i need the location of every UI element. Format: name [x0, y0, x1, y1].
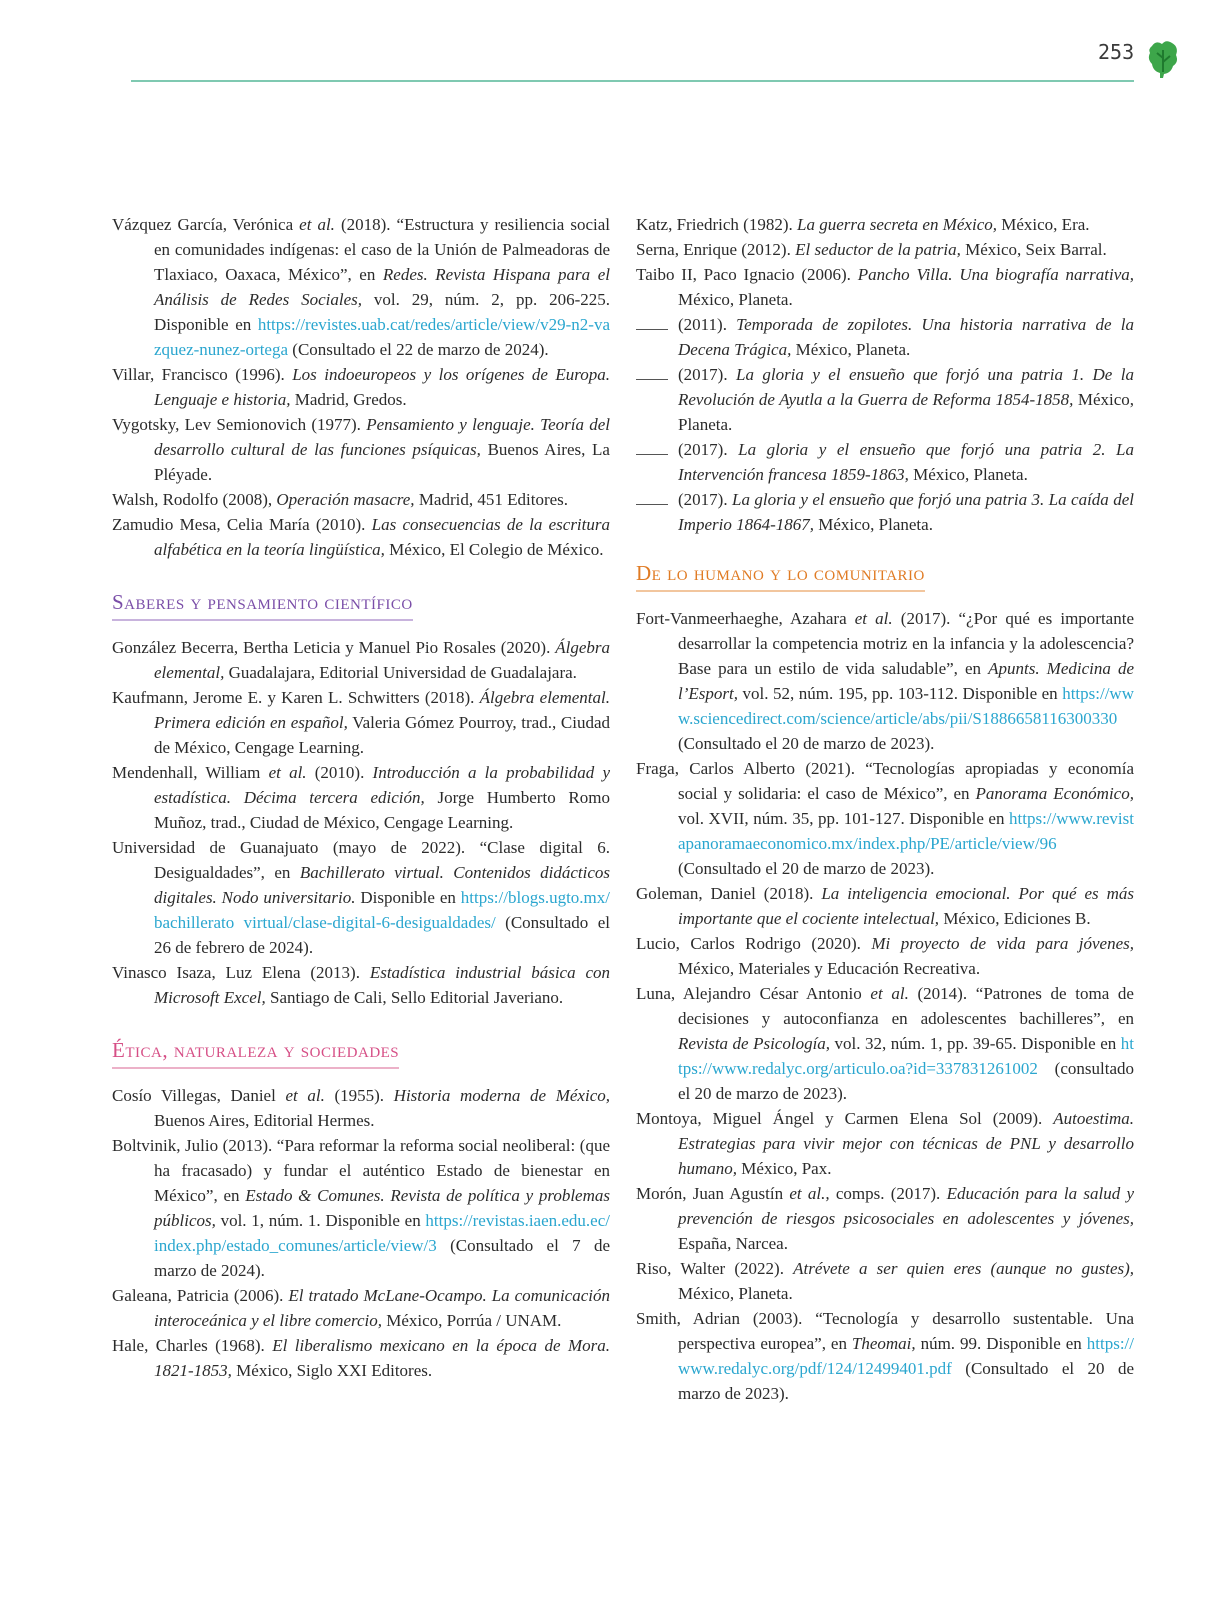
repeat-author-dash [636, 454, 668, 455]
right-column [636, 212, 1134, 1406]
header-rule [131, 80, 1134, 82]
repeat-author-dash [636, 504, 668, 505]
section-heading-etica: Ética, naturaleza y sociedades [112, 1038, 399, 1069]
reference-entry: Walsh, Rodolfo (2008), Operación masacre, Madrid, 451 Editores. [112, 490, 569, 509]
green-leaf-logo-icon [1146, 38, 1180, 78]
reference-entry: Goleman, Daniel (2018). La inteligencia emocional. Por qué es más importante que el cociente intelectual, México, Ediciones B. [636, 884, 1134, 928]
reference-entry-repeat-author: (2017). La gloria y el ensueño que forjó una patria 2. La Intervención francesa 1859-1863, México, Planeta. [636, 437, 1134, 487]
reference-entry: Montoya, Miguel Ángel y Carmen Elena Sol (2009). Autoestima. Estrategias para vivir mejor con técnicas de PNL y desarrollo humano, México, Pax. [636, 1109, 1134, 1178]
reference-link[interactable]: https://www.redalyc.org/pdf/124/12499401.pdf [678, 1334, 1134, 1378]
reference-entry: Galeana, Patricia (2006). El tratado McLane-Ocampo. La comunicación interoceánica y el libre comercio, México, Porrúa / UNAM. [112, 1286, 610, 1330]
reference-entry: Cosío Villegas, Daniel et al. (1955). Historia moderna de México, Buenos Aires, Editorial Hermes. [112, 1086, 610, 1130]
reference-entry: Mendenhall, William et al. (2010). Introducción a la probabilidad y estadística. Décima tercera edición, Jorge Humberto Romo Muñoz, trad., Ciudad de México, Cengage Learning. [112, 763, 610, 832]
reference-link[interactable]: https://blogs.ugto.mx/bachillerato virtual/clase-digital-6-desigualdades/ [154, 888, 610, 932]
reference-link[interactable]: https://revistes.uab.cat/redes/article/view/v29-n2-vazquez-nunez-ortega [154, 315, 610, 359]
reference-entry: Kaufmann, Jerome E. y Karen L. Schwitters (2018). Álgebra elemental. Primera edición en español, Valeria Gómez Pourroy, trad., Ciudad de México, Cengage Learning. [112, 688, 610, 757]
reference-entry: Universidad de Guanajuato (mayo de 2022). “Clase digital 6. Desigualdades”, en Bachillerato virtual. Contenidos didácticos digitales. Nodo universitario. Disponible en https://blogs.ugto.mx/bachillerato virtual/clase-digital-6-desigualdades/ (Consultado el 26 de febrero de 2024). [112, 838, 610, 957]
section-heading-saberes: Saberes y pensamiento científico [112, 590, 413, 621]
reference-entry: Vázquez García, Verónica et al. (2018). “Estructura y resiliencia social en comunidades indígenas: el caso de la Unión de Palmeadoras de Tlaxiaco, Oaxaca, México”, en Redes. Revista Hispana para el Análisis de Redes Sociales, vol. 29, núm. 2, pp. 206-225. Disponible en https://revistes.uab.cat/redes/article/view/v29-n2-vazquez-nunez-ortega (Consultado el 22 de marzo de 2024). [112, 215, 610, 359]
reference-entry: Taibo II, Paco Ignacio (2006). Pancho Villa. Una biografía narrativa, México, Planeta. [636, 265, 1134, 309]
reference-entry: Villar, Francisco (1996). Los indoeuropeos y los orígenes de Europa. Lenguaje e historia, Madrid, Gredos. [112, 365, 610, 409]
reference-entry: Zamudio Mesa, Celia María (2010). Las consecuencias de la escritura alfabética en la teoría lingüística, México, El Colegio de México. [112, 515, 610, 559]
reference-entry-repeat-author: (2017). La gloria y el ensueño que forjó una patria 3. La caída del Imperio 1864-1867, México, Planeta. [636, 487, 1134, 537]
reference-entry: Vinasco Isaza, Luz Elena (2013). Estadística industrial básica con Microsoft Excel, Santiago de Cali, Sello Editorial Javeriano. [112, 963, 610, 1007]
repeat-author-dash [636, 379, 668, 380]
reference-link[interactable]: https://revistas.iaen.edu.ec/index.php/estado_comunes/article/view/3 [154, 1211, 610, 1255]
reference-entry: Katz, Friedrich (1982). La guerra secreta en México, México, Era. [636, 215, 1090, 234]
reference-entry: Morón, Juan Agustín et al., comps. (2017). Educación para la salud y prevención de riesgos psicosociales en adolescentes y jóvenes, España, Narcea. [636, 1184, 1134, 1253]
page-number: 253 [1098, 40, 1135, 64]
reference-entry-repeat-author: (2011). Temporada de zopilotes. Una historia narrativa de la Decena Trágica, México, Planeta. [636, 312, 1134, 362]
section-heading-humano: De lo humano y lo comunitario [636, 561, 925, 592]
reference-link[interactable]: https://www.revistapanoramaeconomico.mx/index.php/PE/article/view/96 [678, 809, 1134, 853]
reference-entry: Boltvinik, Julio (2013). “Para reformar la reforma social neoliberal: (que ha fracasado) y fundar el auténtico Estado de bienestar en México”, en Estado & Comunes. Revista de política y problemas públicos, vol. 1, núm. 1. Disponible en https://revistas.iaen.edu.ec/index.php/estado_comunes/article/view/3 (Consultado el 7 de marzo de 2024). [112, 1136, 610, 1280]
reference-link[interactable]: https://www.redalyc.org/articulo.oa?id=337831261002 [678, 1034, 1134, 1078]
reference-entry: Smith, Adrian (2003). “Tecnología y desarrollo sustentable. Una perspectiva europea”, en Theomai, núm. 99. Disponible en https://www.redalyc.org/pdf/124/12499401.pdf (Consultado el 20 de marzo de 2023). [636, 1309, 1134, 1403]
reference-entry: Serna, Enrique (2012). El seductor de la patria, México, Seix Barral. [636, 240, 1107, 259]
left-column [112, 212, 610, 1383]
reference-entry: Riso, Walter (2022). Atrévete a ser quien eres (aunque no gustes), México, Planeta. [636, 1259, 1135, 1303]
repeat-author-dash [636, 329, 668, 330]
reference-entry: Lucio, Carlos Rodrigo (2020). Mi proyecto de vida para jóvenes, México, Materiales y Educación Recreativa. [636, 934, 1134, 978]
reference-entry: Vygotsky, Lev Semionovich (1977). Pensamiento y lenguaje. Teoría del desarrollo cultural de las funciones psíquicas, Buenos Aires, La Pléyade. [112, 415, 610, 484]
reference-entry: Fort-Vanmeerhaeghe, Azahara et al. (2017). “¿Por qué es importante desarrollar la competencia motriz en la infancia y la adolescencia? Base para un estilo de vida saludable”, en Apunts. Medicina de l’Esport, vol. 52, núm. 195, pp. 103-112. Disponible en https://www.sciencedirect.com/science/article/abs/pii/S1886658116300330 (Consultado el 20 de marzo de 2023). [636, 609, 1135, 753]
reference-entry: Luna, Alejandro César Antonio et al. (2014). “Patrones de toma de decisiones y autoconfianza en adolescentes bachilleres”, en Revista de Psicología, vol. 32, núm. 1, pp. 39-65. Disponible en https://www.redalyc.org/articulo.oa?id=337831261002 (consultado el 20 de marzo de 2023). [636, 984, 1134, 1103]
reference-entry: Fraga, Carlos Alberto (2021). “Tecnologías apropiadas y economía social y solidaria: el caso de México”, en Panorama Económico, vol. XVII, núm. 35, pp. 101-127. Disponible en https://www.revistapanoramaeconomico.mx/index.php/PE/article/view/96 (Consultado el 20 de marzo de 2023). [636, 759, 1134, 878]
reference-link[interactable]: https://www.sciencedirect.com/science/article/abs/pii/S1886658116300330 [678, 684, 1134, 728]
reference-entry: Hale, Charles (1968). El liberalismo mexicano en la época de Mora. 1821-1853, México, Siglo XXI Editores. [112, 1336, 610, 1380]
reference-entry: González Becerra, Bertha Leticia y Manuel Pio Rosales (2020). Álgebra elemental, Guadalajara, Editorial Universidad de Guadalajara. [112, 638, 610, 682]
reference-entry-repeat-author: (2017). La gloria y el ensueño que forjó una patria 1. De la Revolución de Ayutla a la Guerra de Reforma 1854-1858, México, Planeta. [636, 362, 1134, 437]
